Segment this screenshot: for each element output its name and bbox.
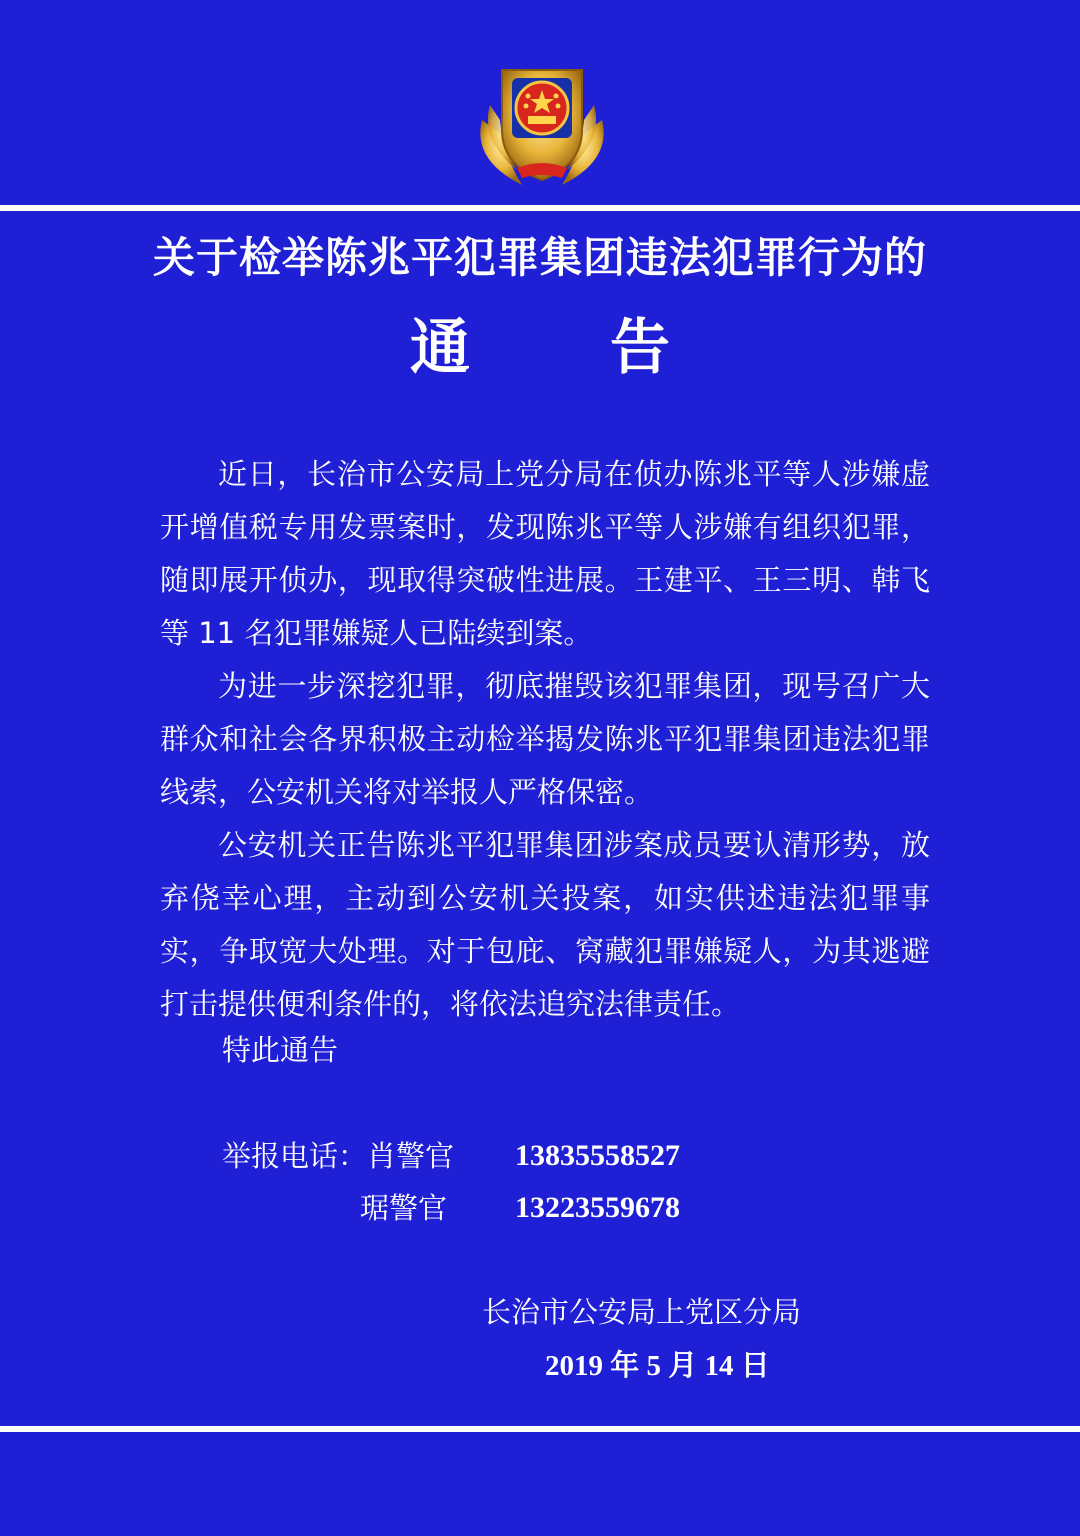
notice-title: 关于检举陈兆平犯罪集团违法犯罪行为的 — [152, 233, 927, 282]
contact-label: 举报电话：肖警官 — [222, 1139, 455, 1173]
contact-phone-2: 13223559678 — [515, 1191, 680, 1224]
closing-line: 特此通告 — [222, 1033, 339, 1067]
heading-char-1: 通 — [410, 313, 470, 383]
notice-heading — [0, 312, 1080, 384]
issue-date: 2019 年 5 月 14 日 — [545, 1350, 770, 1382]
paragraph-2: 为进一步深挖犯罪，彻底摧毁该犯罪集团，现号召广大群众和社会各界积极主动检举揭发陈兆平犯罪集团违法犯罪线索，公安机关将对举报人严格保密。 — [160, 669, 930, 809]
heading-char-2: 告 — [610, 313, 670, 383]
bottom-divider — [0, 1426, 1080, 1432]
paragraph-3: 公安机关正告陈兆平犯罪集团涉案成员要认清形势，放弃侥幸心理，主动到公安机关投案，如实供述违法犯罪事实，争取宽大处理。对于包庇、窝藏犯罪嫌疑人，为其逃避打击提供便利条件的，将依法追究法律责任。 — [160, 828, 930, 1021]
notice-body — [160, 448, 930, 1031]
police-emblem-icon — [462, 50, 622, 195]
top-divider — [0, 205, 1080, 211]
contact-name-2: 琚警官 — [360, 1191, 448, 1225]
paragraph-1: 近日，长治市公安局上党分局在侦办陈兆平等人涉嫌虚开增值税专用发票案时，发现陈兆平等人涉嫌有组织犯罪，随即展开侦办，现取得突破性进展。王建平、王三明、韩飞等 11 名犯罪嫌疑人已陆续到案。 — [160, 457, 930, 650]
contact-phone-1: 13835558527 — [515, 1139, 680, 1172]
issuer: 长治市公安局上党区分局 — [482, 1295, 802, 1329]
